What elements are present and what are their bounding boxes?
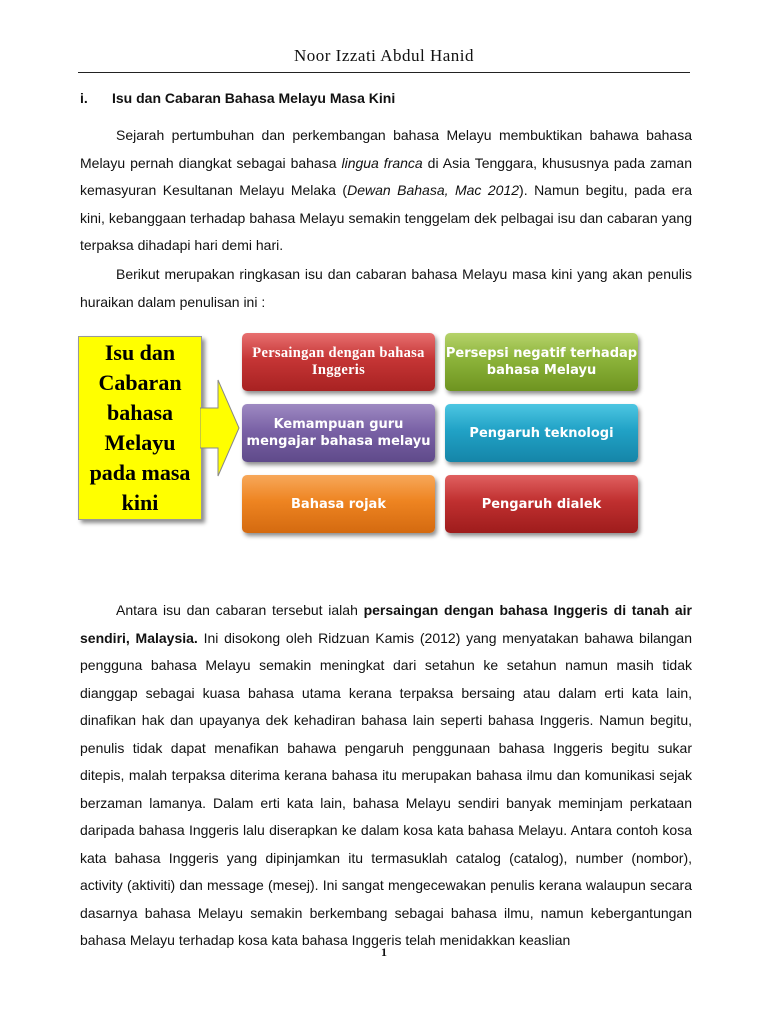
diagram-arrow-icon <box>200 378 240 478</box>
diagram-item-dialek: Pengaruh dialek <box>445 475 638 533</box>
diagram-item-persaingan: Persaingan dengan bahasa Inggeris <box>242 333 435 391</box>
paragraph-summary-intro <box>80 261 692 316</box>
paragraph-text: Antara isu dan cabaran tersebut ialah <box>116 602 364 618</box>
paragraph-text: di Asia Tenggara, khususnya pada zaman kemasyuran Kesultanan Melayu Melaka ( <box>80 154 692 198</box>
italic-citation: Dewan Bahasa, Mac 2012 <box>347 182 520 198</box>
paragraph-english-competition <box>80 597 692 955</box>
paragraph-text: ). Namun begitu, pada era kini, kebanggaan terhadap bahasa Melayu semakin tenggelam dek pelbagai isu dan cabaran yang terpaksa dihadapi hari demi hari. <box>80 182 693 253</box>
paragraph-text: Berikut merupakan ringkasan isu dan cabaran bahasa Melayu masa kini yang akan penulis huraikan dalam penulisan ini : <box>80 266 692 310</box>
diagram-item-bahasa-rojak: Bahasa rojak <box>242 475 435 533</box>
header-divider <box>78 72 690 73</box>
diagram-topic-label: Isu dan Cabaran bahasa Melayu pada masa kini <box>89 340 191 515</box>
section-number: i. <box>80 90 88 106</box>
section-title: Isu dan Cabaran Bahasa Melayu Masa Kini <box>112 90 396 106</box>
page-number: 1 <box>381 945 387 959</box>
italic-term: lingua franca <box>341 154 423 171</box>
section-heading <box>80 90 395 106</box>
paragraph-text: Sejarah pertumbuhan dan perkembangan bahasa Melayu membuktikan bahawa bahasa Melayu pernah diangkat sebagai bahasa <box>80 127 692 171</box>
diagram-item-teknologi: Pengaruh teknologi <box>445 404 638 462</box>
document-header-author: Noor Izzati Abdul Hanid <box>293 46 475 65</box>
bold-emphasis: persaingan dengan bahasa Inggeris di tanah air sendiri, Malaysia. <box>80 602 692 646</box>
diagram-item-persepsi: Persepsi negatif terhadap bahasa Melayu <box>445 333 638 391</box>
paragraph-history <box>80 122 692 260</box>
paragraph-text: Ini disokong oleh Ridzuan Kamis (2012) yang menyatakan bahawa bilangan pengguna bahasa Melayu semakin meningkat dari setahun ke setahun namun masih tidak dianggap sebagai kuasa bahasa utama kerana terpaksa bersaing atau dalam erti kata lain, dinafikan hak dan upayanya dek kehadiran bahasa lain seperti bahasa Inggeris. Namun begitu, penulis tidak dapat menafikan bahawa pengaruh penggunaan bahasa Inggeris begitu sukar ditepis, malah terpaksa diterima kerana bahasa itu merupakan bahasa ilmu dan komunikasi sejak berzaman lamanya. Dalam erti kata lain, bahasa Melayu sendiri banyak meminjam perkataan daripada bahasa Inggeris lalu diserapkan ke dalam kosa kata bahasa Melayu. Antara contoh kosa kata bahasa Inggeris yang dipinjamkan itu termasuklah catalog (catalog), number (nombor), activity (aktiviti) dan message (mesej). Ini sangat mengecewakan penulis kerana walaupun secara dasarnya bahasa Melayu semakin berkembang sebagai bahasa ilmu, namun kebergantungan bahasa Melayu terhadap kosa kata bahasa Inggeris telah menidakkan keaslian <box>80 629 692 948</box>
diagram-item-kemampuan-guru: Kemampuan guru mengajar bahasa melayu <box>242 404 435 462</box>
diagram-topic-box <box>78 336 202 520</box>
